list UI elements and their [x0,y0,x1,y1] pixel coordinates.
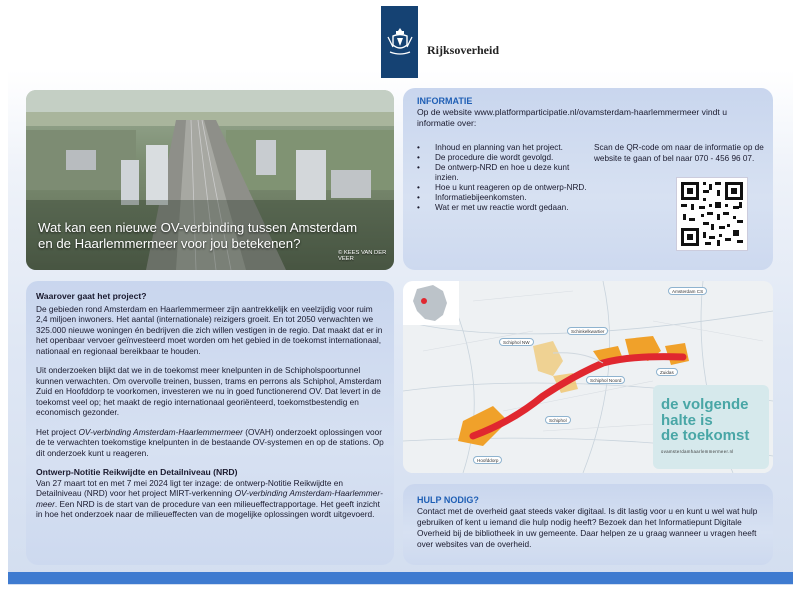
qr-instruction: Scan de QR-code om naar de informatie op de website te gaan of bel naar 070 - 456 96 07. [594,143,764,163]
nrd-heading: Ontwerp-Notitie Reikwijdte en Detailniveau (NRD) [36,467,238,477]
list-item: • Inhoud en planning van het project. [417,143,563,152]
list-item: • Wat er met uw reactie wordt gedaan. [417,203,569,212]
bottom-bar [8,572,793,584]
map-label-amsterdam-cs: Amsterdam CS [668,287,707,295]
slogan: de volgende halte is de toekomst [661,396,750,444]
help-title: HULP NODIG? [417,495,479,505]
help-text: Contact met de overheid gaat steeds vaker digitaal. Is dit lastig voor u en kunt u wel wat hulp gebruiken of kent u iemand die hulp nodig heeft? Bezoek dan het Informatiepunt Digitale Overheid bij de bibliotheek in uw gemeente. Daar helpen ze u graag wanneer u vragen heeft over websites van de overheid. [417,506,758,549]
list-item: • Informatiebijeenkomsten. [417,193,527,202]
info-intro: Op de website www.platformparticipatie.nl/ovamsterdam-haarlemmermeer vindt u informatie over: [417,107,727,128]
slogan-url: ovamsterdamhaarlemmermeer.nl [661,449,734,454]
list-item: • Hoe u kunt reageren op de ontwerp-NRD. [417,183,587,192]
project-paragraph-1: De gebieden rond Amsterdam en Haarlemmermeer zijn aantrekkelijk en veelzijdig voor ruim 2,4 miljoen inwoners. Het aantal (internationale) reizigers groeit. En tot 2050 verwachten we 325.000 nieuwe woningen én bedrijven die zich willen vestigen in de regio. Dat maakt dat er in het openbaar vervoer geïnvesteerd moet worden om het gebied in de toekomst internationaal, nationaal en regionaal bereikbaar te houden. [36,303,383,356]
route-map [403,281,773,473]
qr-code-pattern [677,178,747,250]
coat-of-arms-icon [385,25,415,59]
hero-caption: Wat kan een nieuwe OV-verbinding tussen Amsterdam en de Haarlemmermeer voor jou betekenen? [38,220,358,251]
map-label-schiphol-noord: Schiphol Noord [586,376,625,384]
help-card [403,484,773,565]
photo-credit: © KEES VAN DER VEER [338,250,387,262]
list-item: • De procedure die wordt gevolgd. [417,153,554,162]
logo-wordmark: Rijksoverheid [427,43,499,57]
rijksoverheid-logo [381,6,418,78]
qr-code-icon[interactable] [676,177,748,251]
info-list [417,143,595,213]
project-paragraph-2: Uit onderzoeken blijkt dat we in de toekomst meer knelpunten in de Schipholspoortunnel kunnen verwachten. Om overvolle treinen, bussen, trams en perrons als Schiphol, Amsterdam Zuid en Hoofddorp te voorkomen, investeren we nu in goed functionerend OV. Dat levert in de toekomst veel op; het maakt de regio internationaal georiënteerd, toekomstbestendig en economisch gezonder. [36,365,382,417]
info-title: INFORMATIE [417,96,473,106]
map-label-schiphol: Schiphol [545,416,571,424]
map-label-schiphol-nw: Schiphol NW [499,338,534,346]
slogan-box [653,385,769,469]
hero-aerial-photo [26,90,394,270]
nrd-paragraph: Van 27 maart tot en met 7 mei 2024 ligt ter inzage: de ontwerp-Notitie Reikwijdte en Detailniveau (NRD) voor het project MIRT-verkenning OV-verbinding Amsterdam-Haarlemmermeer. Een NRD is de start van de procedure van een milieueffectrapportage. Het geeft inzicht in hoe het onderzoek naar de milieueffecten van de mogelijke oplossingen wordt uitgevoerd. [36,477,383,519]
project-text [36,291,386,522]
project-card [26,281,394,565]
project-paragraph-3: Het project OV-verbinding Amsterdam-Haarlemmermeer (OVAH) onderzoekt oplossingen voor de te verwachten toekomstige knelpunten in de bestaande OV-systemen en op de stations. Op dit onderzoek kunt u reageren. [36,426,384,458]
map-label-hoofddorp: Hoofddorp [473,456,502,464]
map-label-zuidas: Zuidas [656,368,678,376]
list-item: • De ontwerp-NRD en hoe u deze kunt inzien. [417,163,570,182]
map-label-schinkelkwartier: Schinkelkwartier [567,327,608,335]
project-heading: Waarover gaat het project? [36,291,147,301]
